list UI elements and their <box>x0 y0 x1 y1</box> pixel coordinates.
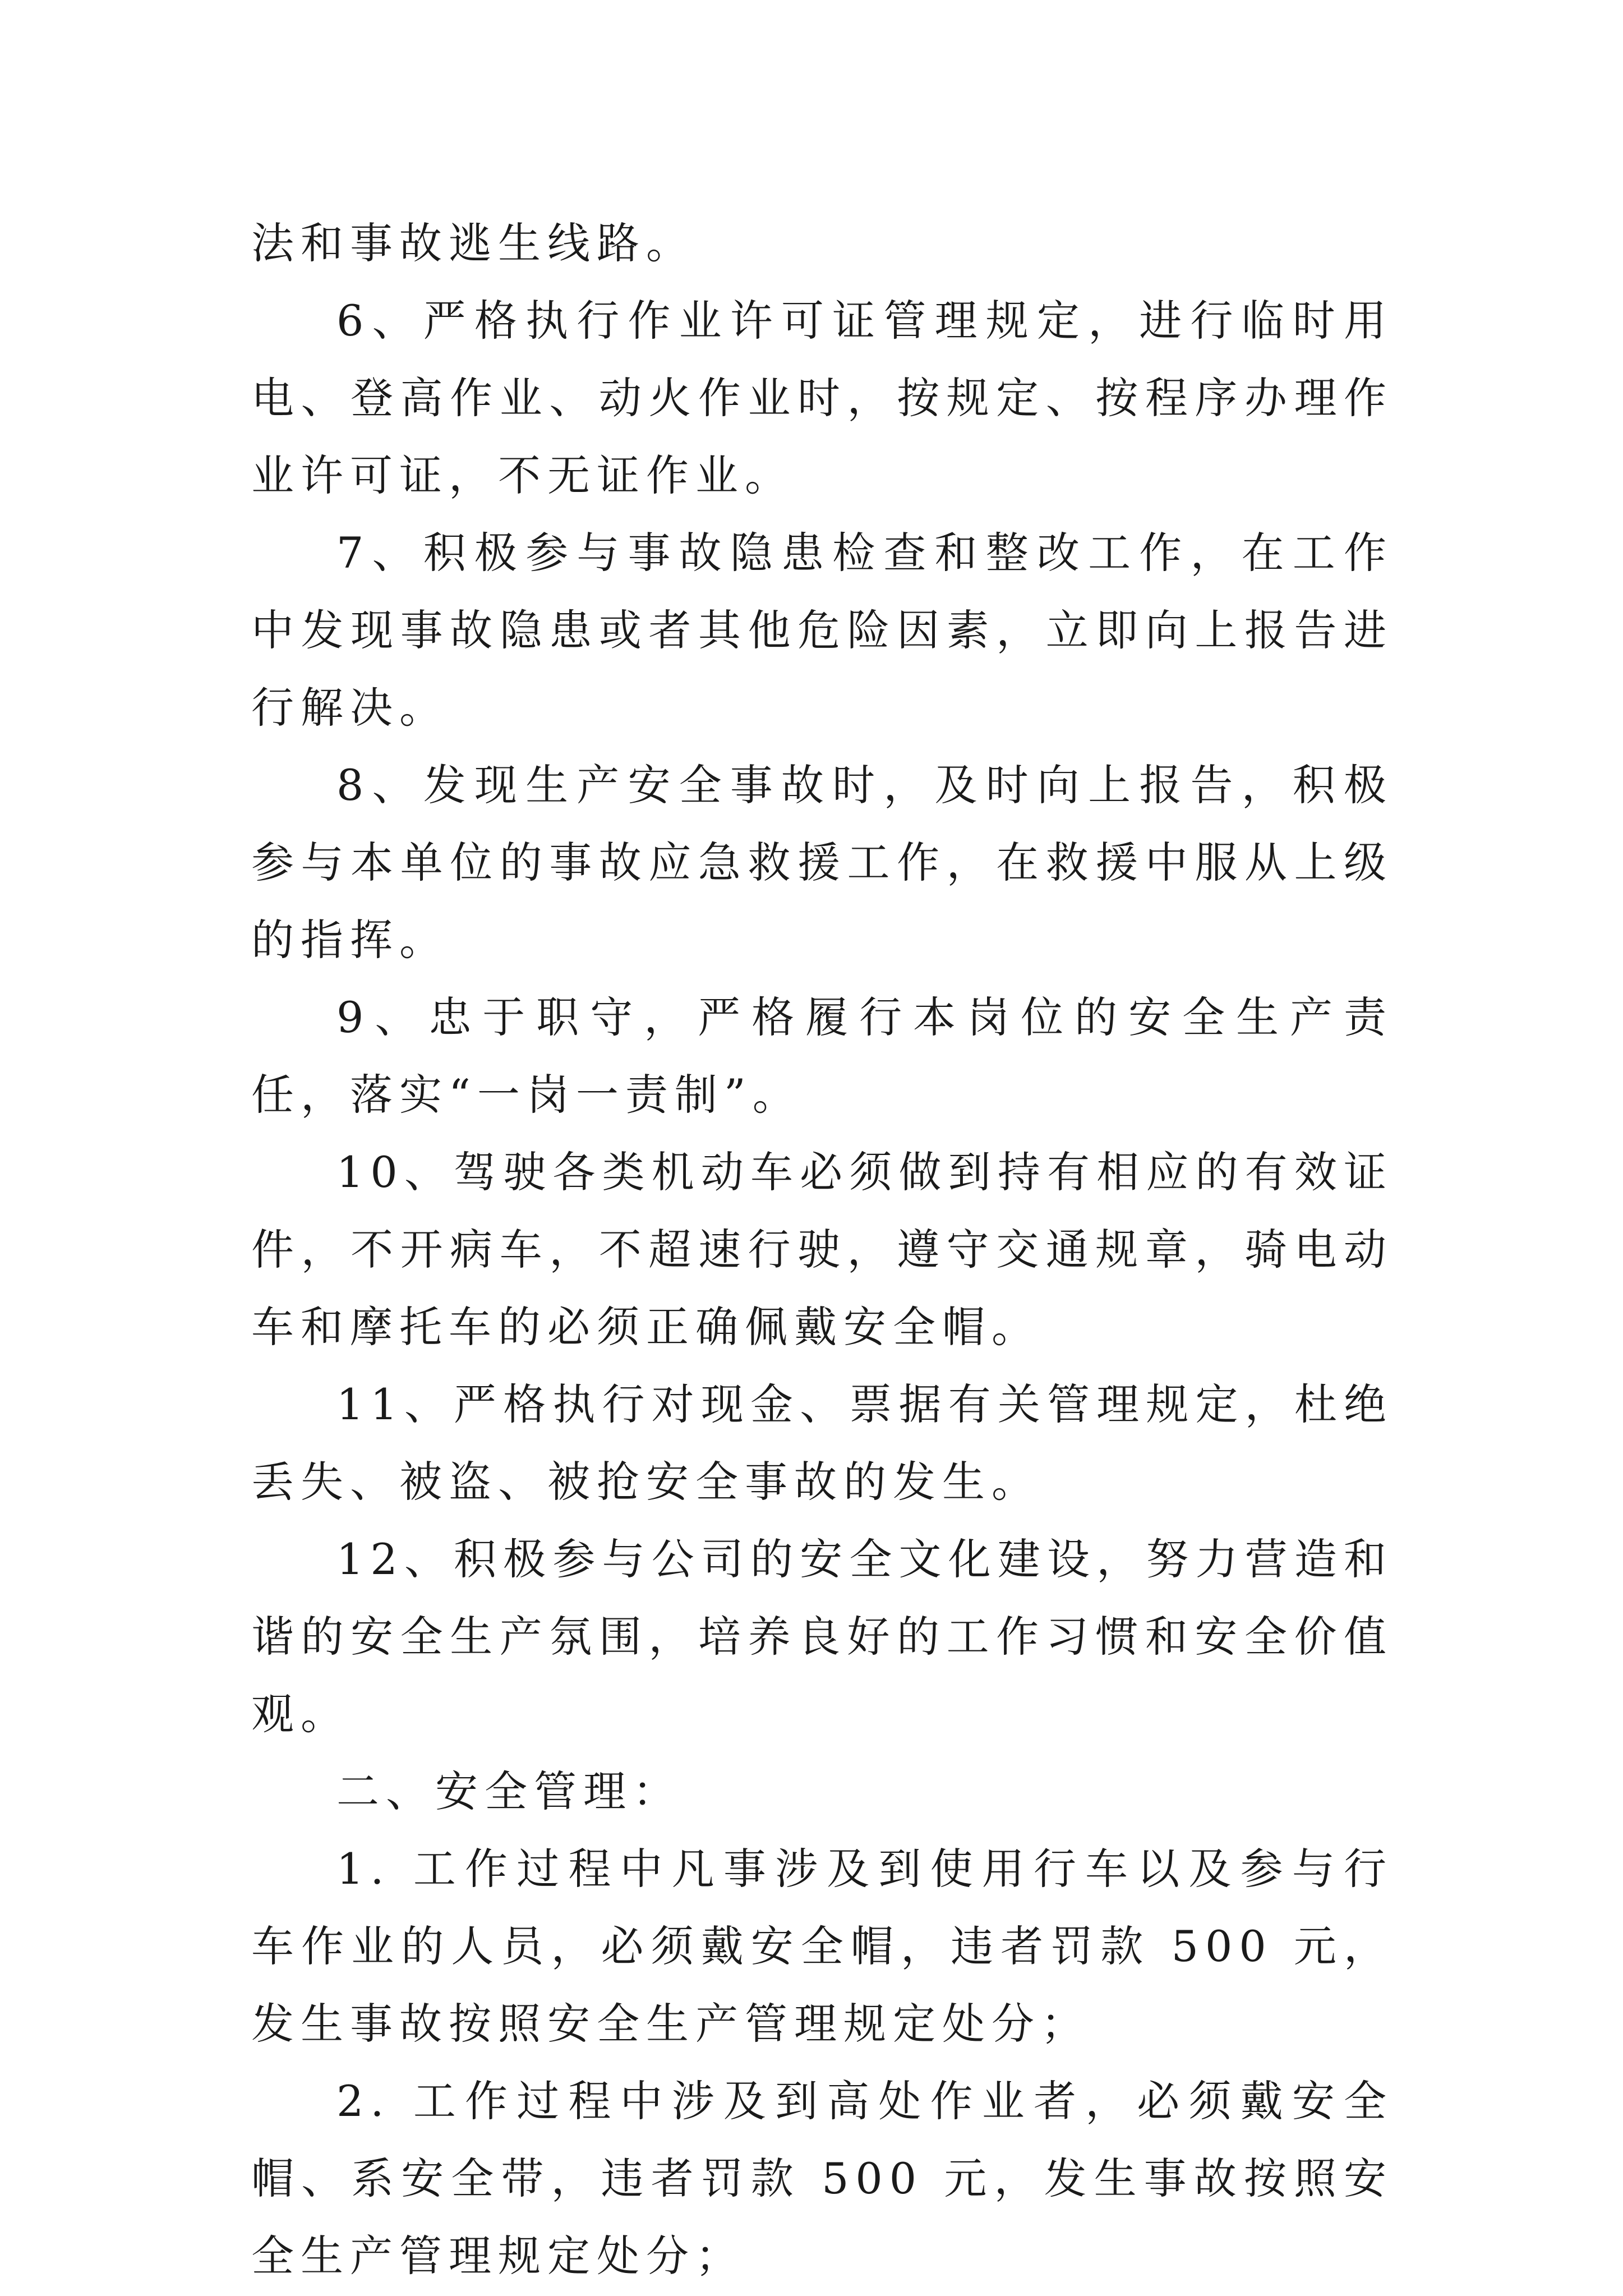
paragraph-item-6: 6、严格执行作业许可证管理规定，进行临时用电、登高作业、动火作业时，按规定、按程序办理作业许可证，不无证作业。 <box>251 296 1393 500</box>
paragraph-item-12: 12、积极参与公司的安全文化建设，努力营造和谐的安全生产氛围，培养良好的工作习惯和安全价值观。 <box>251 1534 1393 1739</box>
paragraph-item-10: 10、驾驶各类机动车必须做到持有相应的有效证件，不开病车，不超速行驶，遵守交通规章，骑电动车和摩托车的必须正确佩戴安全帽。 <box>251 1147 1393 1352</box>
paragraph-rule-2: 2. 工作过程中涉及到高处作业者，必须戴安全帽、系安全带，违者罚款 500 元，发生事故按照安全生产管理规定处分； <box>251 2076 1393 2281</box>
paragraph-rule-1: 1. 工作过程中凡事涉及到使用行车以及参与行车作业的人员，必须戴安全帽，违者罚款 500 元，发生事故按照安全生产管理规定处分； <box>251 1844 1393 2049</box>
paragraph-item-8: 8、发现生产安全事故时，及时向上报告，积极参与本单位的事故应急救援工作，在救援中服从上级的指挥。 <box>251 760 1393 965</box>
document-body <box>251 205 1393 2295</box>
section-heading: 二、安全管理： <box>336 1766 682 1816</box>
paragraph-item-7: 7、积极参与事故隐患检查和整改工作，在工作中发现事故隐患或者其他危险因素，立即向上报告进行解决。 <box>251 528 1393 733</box>
paragraph-continuation: 法和事故逃生线路。 <box>251 218 695 268</box>
paragraph-item-11: 11、严格执行对现金、票据有关管理规定，杜绝丢失、被盗、被抢安全事故的发生。 <box>251 1379 1393 1507</box>
paragraph-item-9: 9、忠于职守，严格履行本岗位的安全生产责任，落实“一岗一责制”。 <box>251 992 1393 1120</box>
